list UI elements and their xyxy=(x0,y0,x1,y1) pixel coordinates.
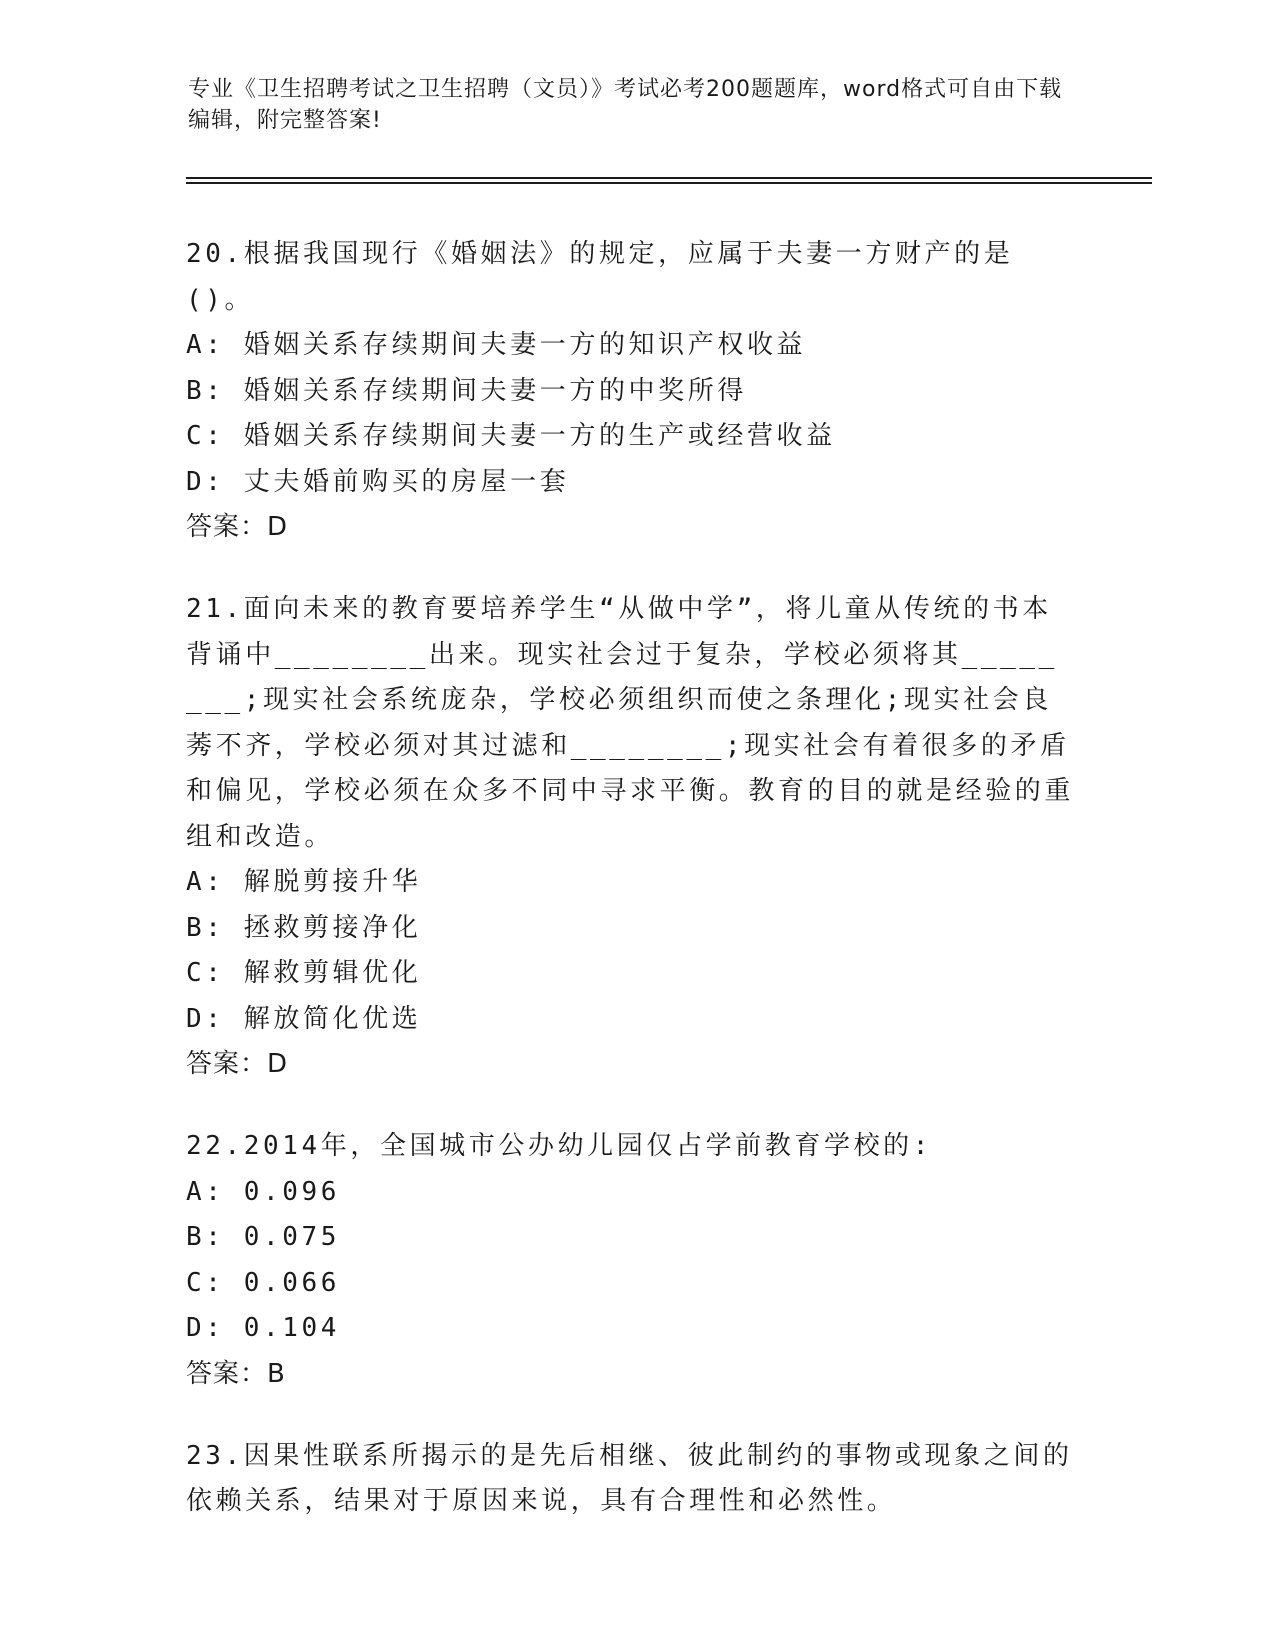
answer: 答案：D xyxy=(186,512,289,542)
header-divider-bottom xyxy=(186,182,1152,184)
option-a: A: 解脱剪接升华 xyxy=(186,867,422,897)
question-text: 22.2014年，全国城市公办幼儿园仅占学前教育学校的: xyxy=(186,1131,933,1161)
question-21 xyxy=(186,587,1076,1086)
question-list xyxy=(186,232,1076,1563)
question-text: 21.面向未来的教育要培养学生“从做中学”，将儿童从传统的书本背诵中________出来。现实社会过于复杂，学校必须将其________;现实社会系统庞杂，学校必须组织而使之条理化;现实社会良莠不齐，学校必须对其过滤和________;现实社会有着很多的矛盾和偏见，学校必须在众多不同中寻求平衡。教育的目的就是经验的重组和改造。 xyxy=(186,594,1075,852)
option-c: C: 婚姻关系存续期间夫妻一方的生产或经营收益 xyxy=(186,421,836,451)
question-20 xyxy=(186,232,1076,549)
option-b: B: 婚姻关系存续期间夫妻一方的中奖所得 xyxy=(186,375,747,406)
header-divider-top xyxy=(186,177,1152,179)
answer: 答案：D xyxy=(186,1049,289,1079)
question-22 xyxy=(186,1124,1076,1396)
question-text: 23.因果性联系所揭示的是先后相继、彼此制约的事物或现象之间的依赖关系，结果对于原因来说，具有合理性和必然性。 xyxy=(186,1440,1073,1516)
question-23 xyxy=(186,1434,1076,1525)
option-d: D: 解放简化优选 xyxy=(186,1003,422,1034)
option-c: C: 解救剪辑优化 xyxy=(186,958,422,988)
option-a: A: 0.096 xyxy=(186,1176,341,1207)
document-header: 专业《卫生招聘考试之卫生招聘（文员）》考试必考200题题库，word格式可自由下载编辑，附完整答案! xyxy=(188,77,1063,133)
option-d: D: 丈夫婚前购买的房屋一套 xyxy=(186,466,570,497)
option-c: C: 0.066 xyxy=(186,1267,341,1298)
question-text: 20.根据我国现行《婚姻法》的规定，应属于夫妻一方财产的是()。 xyxy=(186,239,1014,315)
answer: 答案：B xyxy=(186,1358,286,1389)
option-b: B: 拯救剪接净化 xyxy=(186,912,422,943)
option-a: A: 婚姻关系存续期间夫妻一方的知识产权收益 xyxy=(186,330,807,360)
option-d: D: 0.104 xyxy=(186,1313,341,1343)
option-b: B: 0.075 xyxy=(186,1222,341,1252)
